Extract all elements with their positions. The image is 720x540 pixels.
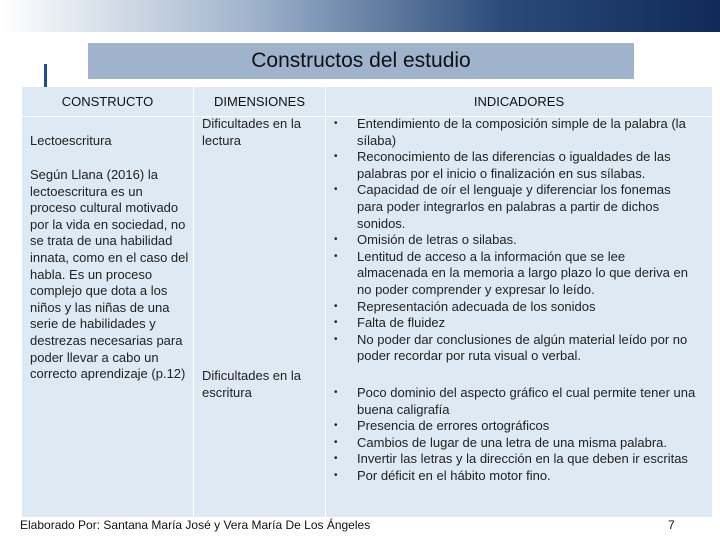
list-item: • Representación adecuada de los sonidos — [334, 299, 698, 316]
list-item: • Invertir las letras y la dirección en la que deben ir escritas — [334, 451, 698, 468]
column-divider-2 — [325, 87, 326, 517]
list-item: • Omisión de letras o silabas. — [334, 232, 698, 249]
list-item: • Falta de fluidez — [334, 315, 698, 332]
list-item: • Entendimiento de la composición simple de la palabra (la sílaba) — [334, 116, 698, 149]
header-dimensiones-label: DIMENSIONES — [213, 94, 305, 109]
slide-title-text: Constructos del estudio — [251, 49, 471, 72]
header-indicadores — [326, 87, 712, 116]
constructo-name: Lectoescritura — [30, 133, 112, 148]
header-constructo — [22, 87, 193, 116]
indicadores-lectura-list — [334, 116, 698, 365]
constructo-description: Según Llana (2016) la lectoescritura es un proceso cultural motivado por la vida en sociedad, no se trata de una habilidad innata, como en el caso del habla. Es un proceso complejo que dota a los niños y las niñas de una serie de habilidades y destrezas necesarias para poder llevar a cabo un correcto aprendizaje (p.12) — [30, 167, 189, 382]
list-item: • Lentitud de acceso a la información que se lee almacenada en la memoria a largo plazo lo que deriva en no poder comprender y expresar lo leído. — [334, 249, 698, 299]
indicadores-escritura-list — [334, 385, 698, 485]
list-item: • Capacidad de oír el lenguaje y diferenciar los fonemas para poder integrarlos en palabras a partir de dichos sonidos. — [334, 182, 698, 232]
footer-credit: Elaborado Por: Santana María José y Vera María De Los Ángeles — [20, 518, 371, 532]
header-constructo-label: CONSTRUCTO — [61, 94, 154, 109]
dimension-lectura: Dificultades en la lectura — [202, 116, 301, 148]
header-indicadores-label: INDICADORES — [473, 94, 565, 109]
slide-title — [88, 43, 634, 79]
page-number: 7 — [668, 518, 675, 532]
constructs-table — [22, 87, 712, 517]
list-item: • No poder dar conclusiones de algún material leído por no poder recordar por ruta visual o verbal. — [334, 332, 698, 365]
header-dimensiones — [194, 87, 325, 116]
dimension-escritura: Dificultades en la escritura — [202, 368, 301, 400]
list-item: • Reconocimiento de las diferencias o igualdades de las palabras por el inicio o finalización en sus sílabas. — [334, 149, 698, 182]
list-item: • Poco dominio del aspecto gráfico el cual permite tener una buena caligrafía — [334, 385, 698, 418]
list-item: • Presencia de errores ortográficos — [334, 418, 698, 435]
list-item: • Cambios de lugar de una letra de una misma palabra. — [334, 435, 698, 452]
top-banner — [0, 0, 720, 32]
column-divider-1 — [193, 87, 194, 517]
list-item: • Por déficit en el hábito motor fino. — [334, 468, 698, 485]
